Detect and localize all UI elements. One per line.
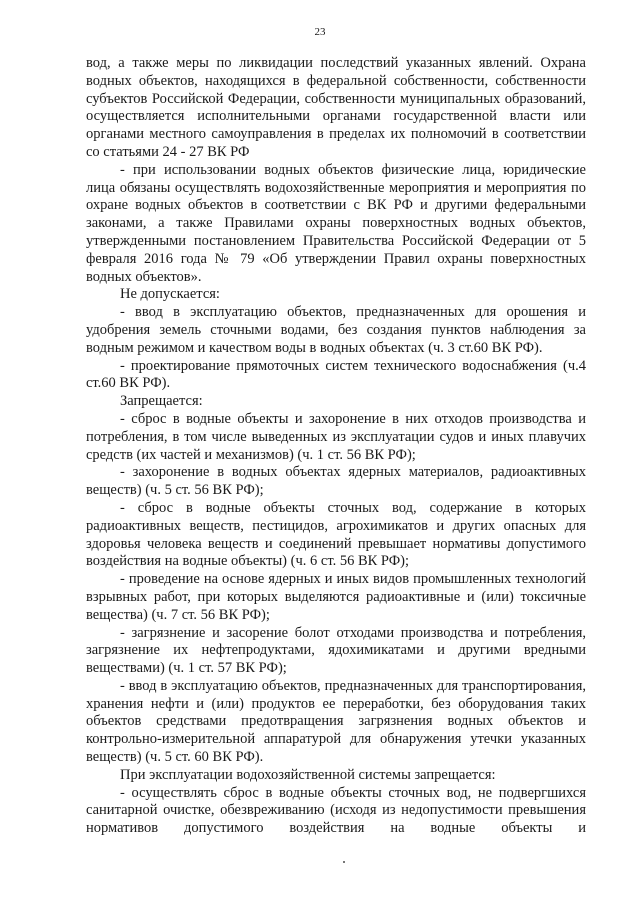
paragraph: Запрещается: (120, 393, 203, 410)
paragraph: - загрязнение и засорение болот отходами производства и потребления, загрязнение их нефтепродуктами, ядохимикатами и другими вредными веществами) (ч. 1 ст. 57 ВК РФ); (86, 624, 586, 677)
paragraph: - проведение на основе ядерных и иных видов промышленных технологий взрывных работ, при которых выделяются радиоактивные и (или) токсичные вещества) (ч. 7 ст. 56 ВК РФ); (86, 571, 586, 623)
scan-speck (343, 861, 345, 863)
paragraph: - ввод в эксплуатацию объектов, предназначенных для транспортирования, хранения нефти и (или) продуктов ее переработки, без оборудования таких объектов средствами предотвращения загрязнения водных объектов и контрольно-измерительной аппаратурой для обнаружения утечки указанных веществ) (ч. 5 ст. 60 ВК РФ). (86, 677, 586, 766)
document-body (86, 55, 586, 838)
paragraph: - захоронение в водных объектах ядерных материалов, радиоактивных веществ) (ч. 5 ст. 56 ВК РФ); (86, 464, 586, 499)
paragraph: вод, а также меры по ликвидации последствий указанных явлений. Охрана водных объектов, находящихся в федеральной собственности, собственности субъектов Российской Федерации, собственности муниципальных образований, осуществляется исполнительными органами государственной власти или органами местного самоуправления в пределах их полномочий в соответствии со статьями 24 - 27 ВК РФ (86, 55, 586, 160)
page-number: 23 (314, 26, 326, 38)
paragraph: Не допускается: (120, 286, 220, 303)
paragraph: - сброс в водные объекты и захоронение в них отходов производства и потребления, в том числе выведенных из эксплуатации судов и иных плавучих средств (их частей и механизмов) (ч. 1 ст. 56 ВК РФ); (86, 410, 586, 463)
paragraph: - сброс в водные объекты сточных вод, содержание в которых радиоактивных веществ, пестицидов, агрохимикатов и других опасных для здоровья человека веществ и соединений превышает нормативы допустимого воздействия на водные объекты) (ч. 6 ст. 56 ВК РФ); (86, 499, 586, 570)
paragraph: - при использовании водных объектов физические лица, юридические лица обязаны осуществлять водохозяйственные мероприятия и мероприятия по охране водных объектов в соответствии с ВК РФ и другими федеральными законами, а также Правилами охраны поверхностных водных объектов, утвержденными постановлением Правительства Российской Федерации от 5 февраля 2016 года № 79 «Об утверждении Правил охраны поверхностных водных объектов». (86, 161, 586, 285)
paragraph: - проектирование прямоточных систем технического водоснабжения (ч.4 ст.60 ВК РФ). (86, 357, 586, 392)
paragraph: - ввод в эксплуатацию объектов, предназначенных для орошения и удобрения земель сточными водами, без создания пунктов наблюдения за водным режимом и качеством воды в водных объектах (ч. 3 ст.60 ВК РФ). (86, 304, 586, 356)
paragraph: - осуществлять сброс в водные объекты сточных вод, не подвергшихся санитарной очистке, обезвреживанию (исходя из недопустимости превышения нормативов допустимого воздействия на водные объекты и (86, 784, 586, 837)
paragraph: При эксплуатации водохозяйственной системы запрещается: (120, 766, 496, 783)
